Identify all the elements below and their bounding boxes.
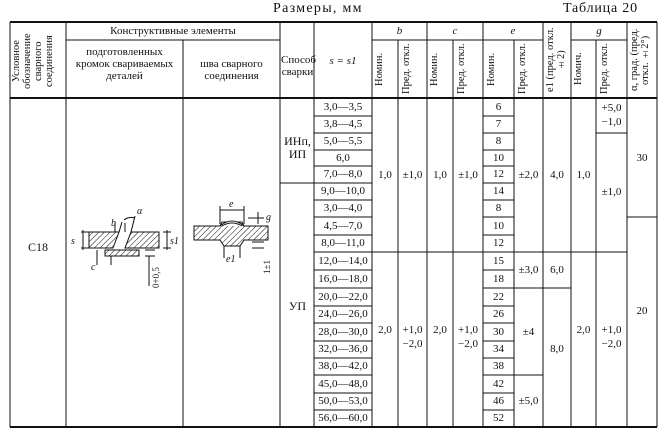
weld-seam-header: шва сварного соединения [200,58,263,82]
dim-g-tolerance: 1±1 [262,260,272,274]
dim-c-label: c [91,262,96,273]
b-header: b [396,25,403,37]
b-nom-group1: 1,0 [378,169,392,181]
row-designation: С18 [27,240,48,254]
method-header: Способ сварки [281,54,316,78]
method-second: УП [288,299,307,313]
e-tol-header: Пред. откл. [517,43,528,94]
dim-alpha-label: α [137,206,143,217]
b-tol-header: Пред. откл. [401,43,412,94]
s-value: 7,0—8,0 [323,168,363,180]
e-tol-group2-c: ±5,0 [518,395,539,407]
dim-s-label: s [71,236,75,247]
prepared-edges-drawing [67,190,183,290]
b-tol-group2-b: −2,0 [402,338,423,350]
s-header: s = s1 [329,55,357,67]
designation-header: Условное обозначение сварного соединения [11,33,55,89]
dim-g-label: g [266,212,271,223]
e-tol-group2-a: ±3,0 [518,264,539,276]
page-title: Размеры, мм [273,1,363,16]
dim-b-label: b [111,218,116,229]
s-value: 16,0—18,0 [318,273,368,285]
g-tol-group2-a: +1,0 [601,324,622,336]
e1-group2-b: 8,0 [550,343,564,355]
e-value: 38 [493,360,504,372]
dim-s1-label: s1 [170,236,179,247]
s-value: 9,0—10,0 [321,185,365,197]
alpha-group2: 20 [636,305,648,317]
s-value: 45,0—48,0 [318,378,368,390]
g-tol-group1-c: ±1,0 [601,186,622,198]
c-nom-group2: 2,0 [433,324,447,336]
s-value: 4,5—7,0 [323,220,363,232]
c-nom-header: Номин. [429,52,440,86]
s-value: 8,0—11,0 [321,237,365,249]
s-value: 3,8—4,5 [323,118,363,130]
s-value: 32,0—36,0 [318,343,368,355]
e1-group1: 4,0 [550,169,564,181]
e-value: 22 [493,291,504,303]
s-value: 50,0—53,0 [318,395,368,407]
c-header: c [452,25,458,37]
s-value: 3,0—3,5 [323,101,363,113]
alpha-group1: 30 [636,152,648,164]
e-value: 42 [493,378,504,390]
e-value: 10 [493,220,504,232]
e-value: 52 [493,412,504,424]
c-tol-group1: ±1,0 [458,169,478,181]
e-value: 26 [493,308,504,320]
b-tol-group2-a: +1,0 [402,324,423,336]
s-value: 12,0—14,0 [318,255,368,267]
table-number: Таблица 20 [563,1,638,16]
e-value: 46 [493,395,504,407]
e-value: 18 [493,273,504,285]
e-value: 12 [493,168,504,180]
alpha-header: α, град. (пред. откл. ±2°) [629,28,651,92]
dim-e1-label: e1 [226,254,236,265]
e-value: 8 [495,135,502,147]
e1-group2-a: 6,0 [550,264,564,276]
s-value: 5,0—5,5 [323,135,363,147]
e-value: 30 [493,326,504,338]
prepared-edges-header: подготовленных кромок свариваемых деталей [75,46,174,82]
dim-c-tolerance: 0+0,5 [151,267,161,288]
e-tol-group1: ±2,0 [518,169,539,181]
s-value: 3,0—4,0 [323,202,363,214]
method-first: ИНп, ИП [284,134,311,161]
g-header: g [596,25,602,37]
e-value: 6 [495,101,502,113]
weld-seam-drawing [184,196,280,276]
c-nom-group1: 1,0 [433,169,447,181]
e-value: 12 [493,237,504,249]
g-nom-header: Номич. [573,52,584,86]
e-value: 15 [493,255,504,267]
g-tol-group2-b: −2,0 [601,338,622,350]
c-tol-group2-b: −2,0 [458,338,478,350]
e-value: 14 [493,185,504,197]
constructive-header: Конструктивные элементы [110,25,236,37]
b-nom-group2: 2,0 [378,324,392,336]
c-tol-header: Пред. откл. [456,43,467,94]
s-value: 56,0—60,0 [318,412,368,424]
s-value: 28,0—30,0 [318,326,368,338]
e-value: 7 [495,118,502,130]
e-header: e [510,25,516,37]
e1-header: e1 (пред. откл. ±2) [545,27,567,93]
dim-e-label: e [229,199,234,210]
s-value: 24,0—26,0 [318,308,368,320]
e-tol-group2-b: ±4 [522,326,535,338]
g-nom-group1: 1,0 [576,169,591,181]
g-tol-group1-a: +5,0 [601,102,622,114]
g-tol-header: Пред. откл. [599,43,610,94]
e-value: 8 [495,202,502,214]
e-nom-header: Номин. [486,52,497,86]
g-nom-group2: 2,0 [576,324,591,336]
c-tol-group2-a: +1,0 [458,324,478,336]
b-nom-header: Номин. [374,52,385,86]
s-value: 38,0—42,0 [318,360,368,372]
s-value: 6,0 [336,152,350,164]
e-value: 10 [493,152,504,164]
b-tol-group1: ±1,0 [402,169,423,181]
s-value: 20,0—22,0 [318,291,368,303]
g-tol-group1-b: −1,0 [601,116,622,128]
e-value: 34 [493,343,504,355]
